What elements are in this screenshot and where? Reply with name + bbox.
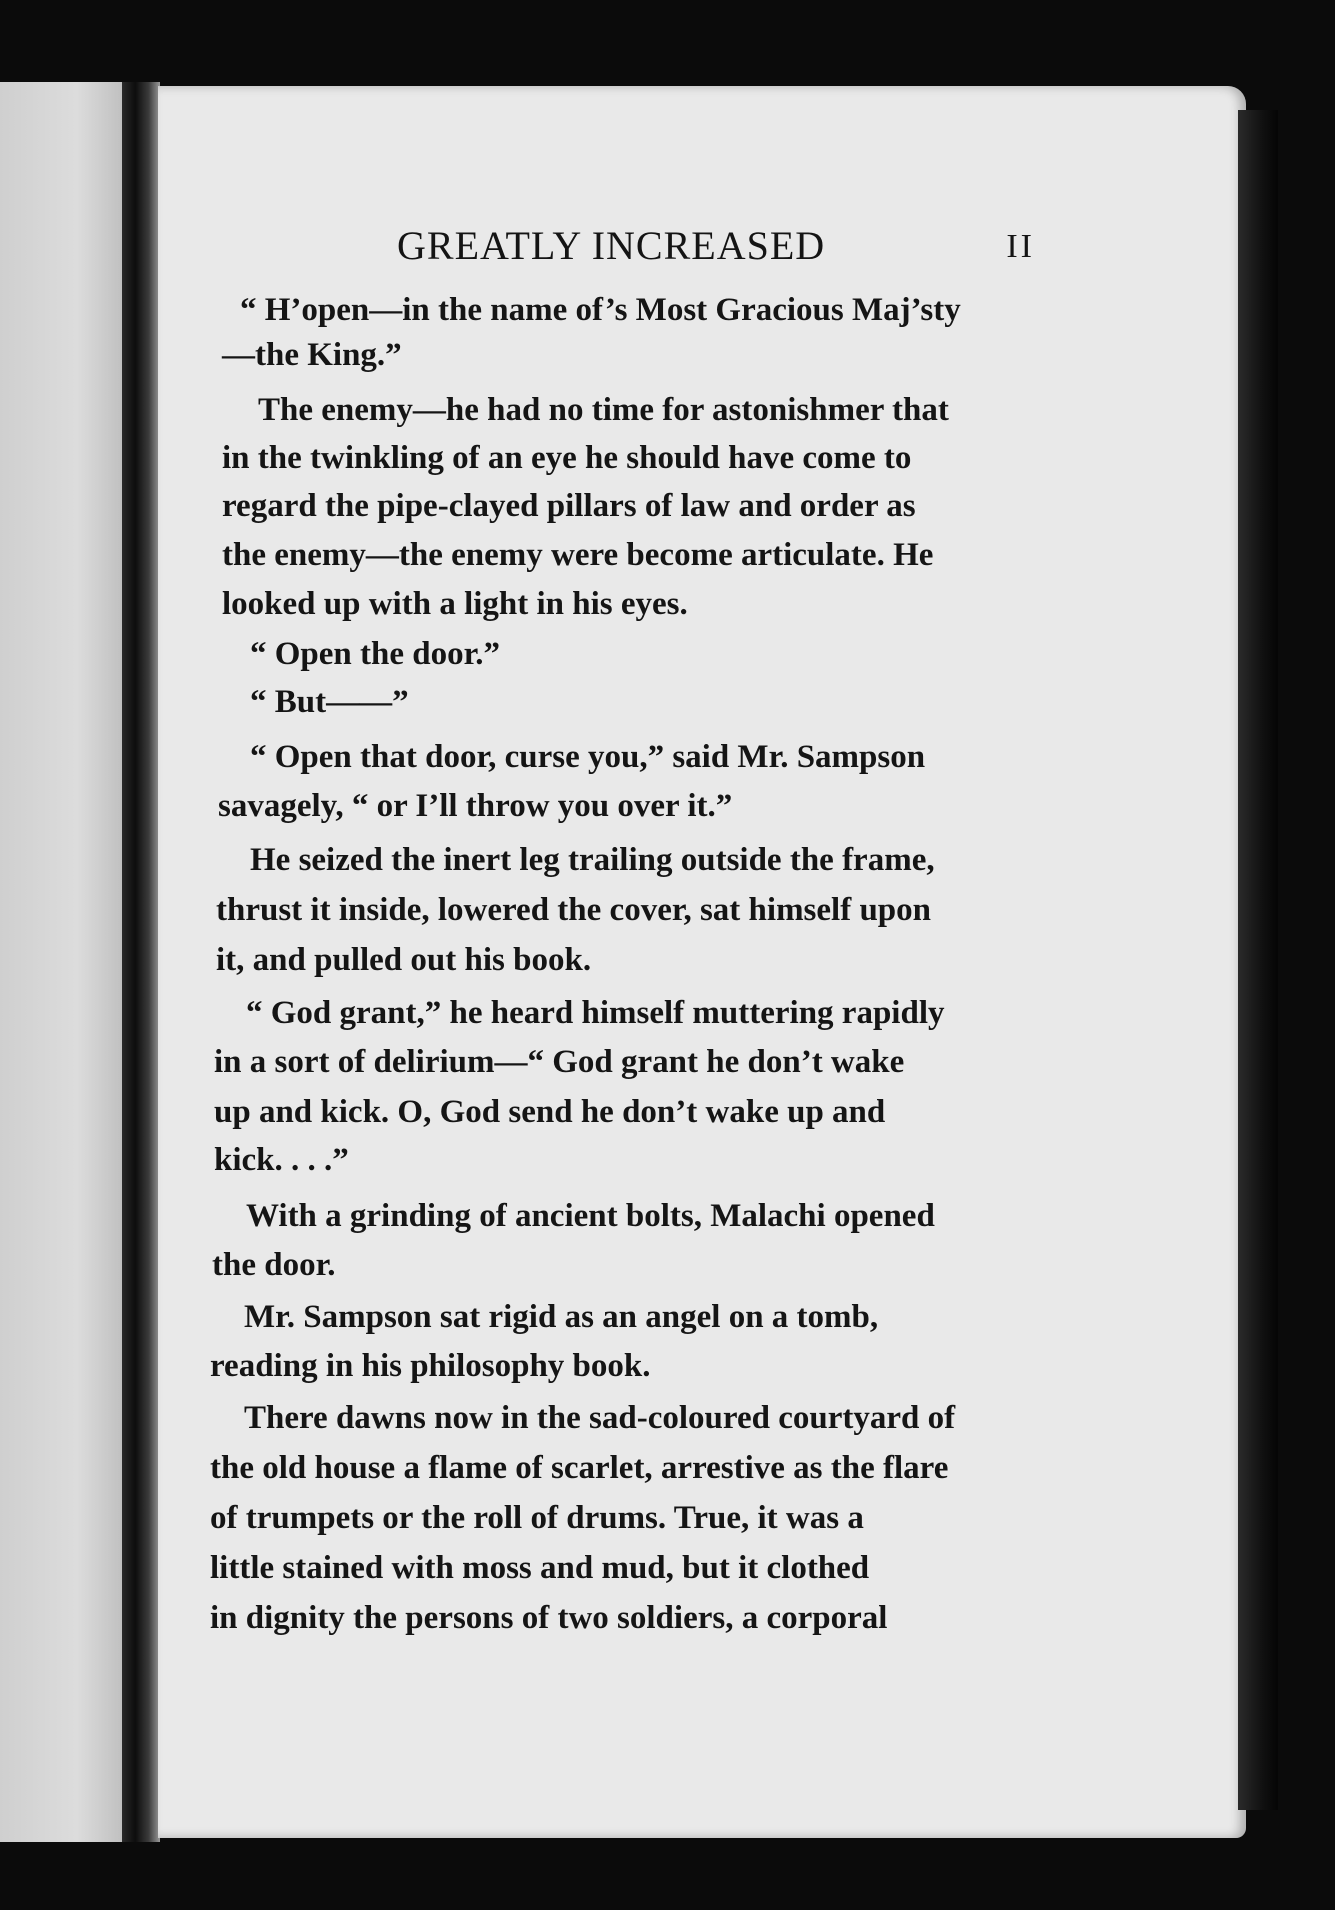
text-line: it, and pulled out his book. [216, 942, 592, 978]
text-line: little stained with moss and mud, but it clothed [210, 1550, 870, 1586]
text-line: up and kick. O, God send he don’t wake up and [214, 1094, 886, 1130]
text-line: With a grinding of ancient bolts, Malachi opened [246, 1198, 935, 1234]
text-line: “ Open that door, curse you,” said Mr. Sampson [250, 739, 926, 775]
text-line: looked up with a light in his eyes. [222, 586, 688, 622]
text-line: reading in his philosophy book. [210, 1348, 651, 1384]
text-line: Mr. Sampson sat rigid as an angel on a tomb, [244, 1299, 879, 1335]
text-line: “ Open the door.” [250, 636, 500, 672]
text-line: regard the pipe-clayed pillars of law and order as [222, 488, 916, 524]
text-line: There dawns now in the sad-coloured courtyard of [244, 1400, 956, 1436]
text-line: “ God grant,” he heard himself muttering rapidly [246, 995, 945, 1031]
page-number: II [1006, 228, 1035, 265]
text-line: —the King.” [222, 337, 402, 373]
text-line: in the twinkling of an eye he should have come to [222, 440, 912, 476]
text-line: the door. [212, 1247, 336, 1283]
text-line: savagely, “ or I’ll throw you over it.” [218, 788, 733, 824]
text-line: the old house a flame of scarlet, arrestive as the flare [210, 1450, 949, 1486]
text-line: of trumpets or the roll of drums. True, it was a [210, 1500, 864, 1536]
text-line: in dignity the persons of two soldiers, a corporal [210, 1600, 888, 1636]
text-line: in a sort of delirium—“ God grant he don’t wake [214, 1044, 905, 1080]
text-line: “ But——” [250, 684, 409, 720]
text-line: The enemy—he had no time for astonishmer that [258, 392, 949, 428]
text-line: “ H’open—in the name of’s Most Gracious Maj’sty [240, 292, 961, 328]
running-head: GREATLY INCREASED [397, 223, 826, 268]
text-line: thrust it inside, lowered the cover, sat himself upon [216, 892, 932, 928]
text-line: He seized the inert leg trailing outside the frame, [250, 842, 935, 878]
text-line: kick. . . .” [214, 1142, 349, 1178]
text-line: the enemy—the enemy were become articulate. He [222, 537, 934, 573]
